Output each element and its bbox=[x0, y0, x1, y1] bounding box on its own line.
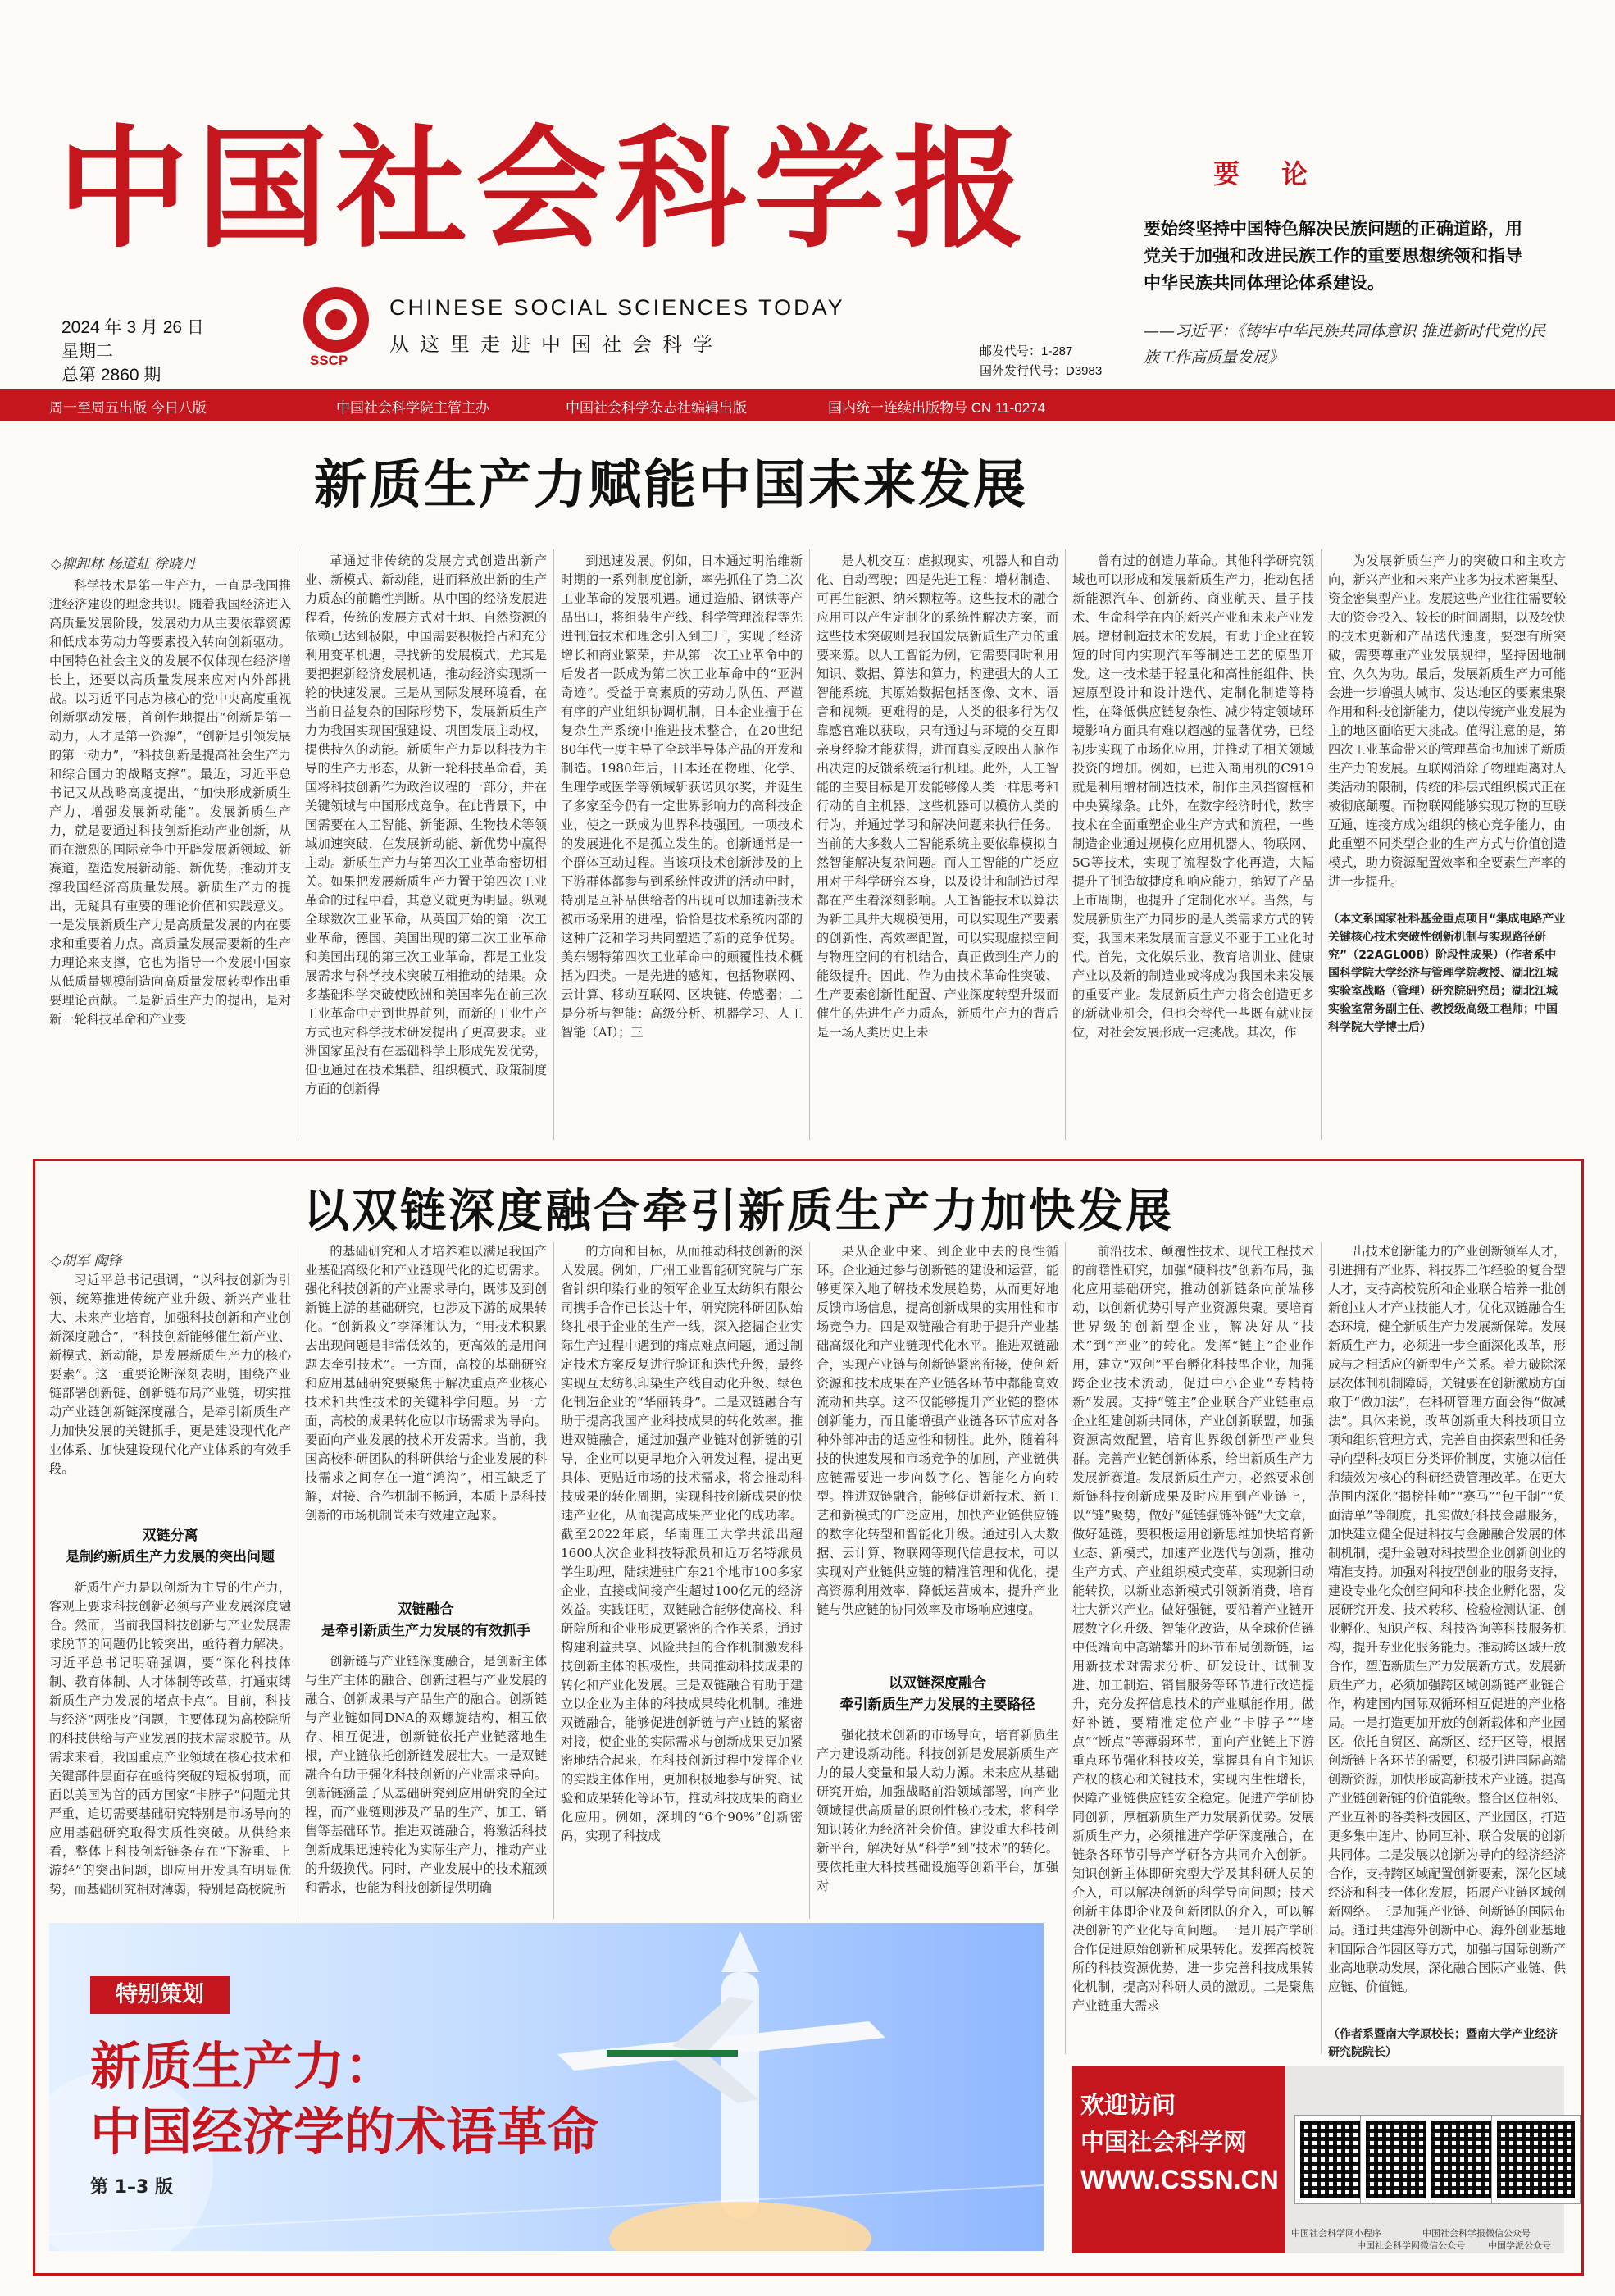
article1-col2: 革通过非传统的发展方式创造出新产业、新模式、新动能，进而释放出新的生产力质态的前瞻性判断。从中国的经济发展进程看，传统的发展方式对土地、自然资源的依赖已达到极限，中国需要积极拾占和充分利用变革机遇，寻找新的发展模式，尤其是要把握新经济发展机遇，推动经济实现新一轮的快速发展。三是从国际发展环境看，在当前日益复杂的国际形势下，发展新质生产力为我国实现国强建设、巩固发展主动权，提供持久的动能。新质生产力是以科技为主导的生产力形态，从新一轮科技革命看，美国将科技创新作为政治议程的一部分，并在关键领域与中国形成竞争。在此背景下，中国需要在人工智能、新能源、生物技术等领域加速突破，在发展新动能、新优势中赢得主动。新质生产力与第四次工业革命密切相关。如果把发展新质生产力置于第四次工业革命的过程中看，其意义就更为明显。纵观全球数次工业革命，从英国开始的第一次工业革命，德国、美国出现的第二次工业革命和美国出现的第三次工业革命，都是工业发展需求与科学技术突破互相推动的结果。众多基础科学突破使欧洲和美国率先在前三次工业革命中走到世界前列，而新的工业生产方式也对科学技术研发提出了更高要求。亚洲国家虽没有在基础科学上形成先发优势，但也通过在技术集群、组织模式、政策制度方面的创新得 bbox=[305, 554, 547, 1096]
frequency: 周一至周五出版 今日八版 bbox=[49, 400, 207, 416]
article2-headline: 以双链深度融合牵引新质生产力加快发展 bbox=[303, 1185, 1174, 1238]
issue-weekday: 星期二 bbox=[61, 342, 113, 361]
banner-title-line1: 新质生产力： bbox=[90, 2036, 396, 2096]
logo-text: SSCP bbox=[310, 353, 348, 368]
article2-col4-body: 强化技术创新的市场导向，培育新质生产力建设新动能。科技创新是发展新质生产力的最大变量和最大动力源。未来应从基础研究开始，加强战略前沿领域部署，向产业领域提供高质量的原创性核心技术，将科学知识转化为经济社会价值。建设重大科技创新平台，解决好从“科学”到“技术”的转化。要依托重大科技基础设施等创新平台，加强对 bbox=[817, 1728, 1058, 1893]
article2-byline: ◇胡军 陶锋 bbox=[51, 1253, 122, 1269]
article2-col3: 的方向和目标，从而推动科技创新的深入发展。例如，广州工业智能研究院与广东省针织印染行业的领军企业互太纺织有限公司携手合作已长达十年，研究院科研团队始终扎根于企业的生产一线，深入挖掘企业实际生产过程中遇到的痛点难点问题，通过制定技术方案反复进行验证和迭代升级，最终实现互太纺织印染生产线自动化升级、绿色化制造企业的“华丽转身”。二是双链融合有助于提高我国产业科技成果的转化效率。推进双链融合，通过加强产业链对创新链的引导，企业可以更早地介入研发过程，提出更具体、更贴近市场的技术需求，将会推动科技成果的转化周期，实现科技创新成果的快速产业化，从而提高成果产业化的成功率。截至2022年底，华南理工大学共派出超1600人次企业科技特派员和近万名特派员学生助理，陆续进驻广东21个地市100多家企业，直接或间接产生超过100亿元的经济效益。实践证明，双链融合能够使高校、科研院所和企业形成更紧密的合作关系，通过构建利益共享、风险共担的合作机制激发科技创新主体的积极性，共同推动科技成果的转化和产业化发展。三是双链融合有助于建立以企业为主体的科技成果转化机制。推进双链融合，能够促进创新链与产业链的紧密对接，使企业的实际需求与创新成果更加紧密地结合起来，在科技创新过程中发挥企业的实践主体作用，更加积极地参与研究、试验和成果转化等环节，推动科技成果的商业化应用。例如，深圳的“6个90%”创新密码，实现了科技成 bbox=[561, 1244, 803, 1843]
article2-col6: 出技术创新能力的产业创新领军人才，引进拥有产业界、科技界工作经验的复合型人才，支持高校院所和企业联合培养一批创新创业人才产业技能人才。优化双链融合生态环境，健全新质生产力发展新保障。发展新质生产力，必须进一步全面深化改革，形成与之相适应的新型生产关系。着力破除深层次体制机制障碍，关键要在创新激励方面敢于“做加法”，在科研管理方面会得“做减法”。具体来说，改革创新重大科技项目立项和组织管理方式，完善自由探索型和任务导向型科技项目分类评价制度，实施以信任和绩效为核心的科研经费管理改革。在更大范围内深化“揭榜挂帅”“赛马”“包干制”“负面清单”等制度，扎实做好科技金融服务，加快建立健全促进科技与金融融合发展的体制机制，提升金融对科技型企业创新创业的精准支持。加强对科技型创业的服务支持，建设专业化众创空间和科技企业孵化器，发展研究开发、技术转移、检验检测认证、创业孵化、知识产权、科技咨询等科技服务机构，提升专业化服务能力。推动跨区域开放合作，塑造新质生产力发展新方式。发展新质生产力，必须加强跨区域创新链产业链合作，构建国内国际双循环相互促进的产业格局。一是打造更加开放的创新载体和产业园区。依托自贸区、高新区、经开区等，根据创新链上各环节的需要，积极引进国际高端创新资源，加快形成高新技术产业链。提高产业链创新链的价值能级。整合区位相邻、产业互补的各类科技园区、产业园区，打造更多集中连片、协同互补、联合发展的创新共同体。二是发展以创新为导向的经济经济合作，支持跨区域配置创新要素，深化区域经济和科技一体化发展，拓展产业链区域创新网络。三是加强产业链、创新链的国际布局。通过共建海外创新中心、海外创业基地和国际合作园区等方式，加强与国际创新产业高地联动发展，深化融合国际产业链、供应链、价值链。 bbox=[1328, 1244, 1566, 1994]
masthead-title: 中国社会科学报 bbox=[57, 112, 1034, 266]
qr-caption: 中国学派公众号 bbox=[1488, 2240, 1551, 2251]
yaolun-quote: 要始终坚持中国特色解决民族问题的正确道路，用党关于加强和改进民族工作的重要思想统领和指导中华民族共同体理论体系建设。 bbox=[1144, 218, 1522, 293]
article2-col2-top: 的基础研究和人才培养难以满足我国产业基础高级化和产业链现代化的迫切需求。强化科技创新的产业需求导向，既涉及到创新链上游的基础研究，也涉及下游的成果转化。“创新救文”李泽湘认为，“用技术积累去出现问题是非常低效的，更高效的是用问题去牵引技术”。一方面，高校的基础研究和应用基础研究要聚焦于解决重点产业核心技术和共性技术的关键科学问题。另一方面，高校的成果转化应以市场需求为导向。要面向产业发展的技术开发需求。当前，我国高校科研团队的科研供给与企业发展的科技需求之间存在一道“鸿沟”，相互缺乏了解，对接、合作机制不畅通，本质上是科技创新的市场机制尚未有效建立起来。 bbox=[305, 1244, 547, 1523]
article2-subhead-2: 双链融合 是牵引新质生产力发展的有效抓手 bbox=[321, 1601, 530, 1639]
ad-line1: 欢迎访问 bbox=[1080, 2091, 1176, 2119]
cn-number: 国内统一连续出版物号 CN 11-0274 bbox=[828, 400, 1046, 416]
english-title: CHINESE SOCIAL SCIENCES TODAY bbox=[389, 295, 845, 320]
qr-caption: 中国社会科学网微信公众号 bbox=[1357, 2240, 1465, 2251]
slogan: 从这里走进中国社会科学 bbox=[389, 333, 723, 356]
article2-col2-body: 创新链与产业链深度融合，是创新主体与生产主体的融合、创新过程与产业发展的融合、创新成果与产品生产的融合。创新链与产业链如同DNA的双螺旋结构，相互依存、相互促进，创新链依托产业链落地生根，产业链依托创新链发展壮大。一是双链融合有助于强化科技创新的产业需求导向。创新链涵盖了从基础研究到应用研究的全过程，而产业链则涉及产品的生产、加工、销售等基础环节。推进双链融合，将激活科技创新成果迅速转化为实际生产力，推动产业的升级换代。同时，产业发展中的技术瓶颈和需求，也能为科技创新提供明确 bbox=[305, 1654, 547, 1895]
article2-subhead-1: 双链分离 是制约新质生产力发展的突出问题 bbox=[66, 1528, 275, 1565]
article2-col4-top: 果从企业中来、到企业中去的良性循环。企业通过参与创新链的建设和运营，能够更深入地了解技术发展趋势，从而更好地反馈市场信息，提高创新成果的实用性和市场竞争力。四是双链融合有助于提升产业基础高级化和产业链现代化水平。推进双链融合，实现产业链与创新链紧密衔接，使创新资源和技术成果在产业链各环节中都能高效流动和共享。这不仅能够提升产业链的整体创新能力，而且能增强产业链各环节应对各种外部冲击的适应性和韧性。此外，随着科技的快速发展和市场竞争的加剧，产业链供应链需要进一步向数字化、智能化方向转型。推进双链融合，能够促进新技术、新工艺和新模式的广泛应用，加快产业链供应链的数字化转型和智能化升级。通过引入大数据、云计算、物联网等现代信息技术，可以实现对产业链供应链的精准管理和优化，提高资源利用效率，降低运营成本，提升产业链与供应链的协同效率及市场响应速度。 bbox=[817, 1244, 1058, 1617]
special-feature-tag: 特别策划 bbox=[90, 1976, 230, 2014]
date-block bbox=[61, 316, 204, 387]
article1-col3: 到迅速发展。例如，日本通过明治维新时期的一系列制度创新，率先抓住了第二次工业革命的发展机遇。通过造船、钢铁等产品出口，将组装生产线、科学管理流程等先进制造技术和理念引入到工厂，实现了经济增长和商业繁荣，并从第一次工业革命中的后发者一跃成为第二次工业革命中的“亚洲奇迹”。受益于高素质的劳动力队伍、严谨有序的产业组织协调机制，日本企业擅于在复杂生产系统中推进技术整合，在20世纪80年代一度主导了全球半导体产品的开发和制造。1980年后，日本还在物理、化学、生理学或医学等领域斩获诺贝尔奖，并诞生了多家至今仍有一定世界影响力的高科技企业，使之一跃成为世界科技强国。一项技术的发展进化不是孤立发生的。创新通常是一个群体互动过程。当该项技术创新涉及的上下游群体都参与到系统性改进的活动中时，特别是互补品供给者的出现可以加速新技术被市场采用的进程，恰恰是技术系统内部的这种广泛和学习共同塑造了新的竞争优势。美东锡特第四次工业革命中的颠覆性技术概括为四类。一是先进的感知，包括物联网、云计算、移动互联网、区块链、传感器；二是分析与智能：高级分析、机器学习、人工智能（AI）；三 bbox=[561, 554, 803, 1040]
publisher: 中国社会科学杂志社编辑出版 bbox=[566, 400, 747, 416]
ad-url[interactable]: WWW.CSSN.CN bbox=[1080, 2165, 1279, 2194]
qr-caption: 中国社会科学报微信公众号 bbox=[1422, 2228, 1531, 2239]
yaolun-source: ——习近平：《铸牢中华民族共同体意识 推进新时代党的民族工作高质量发展》 bbox=[1144, 322, 1546, 367]
banner-pages: 第 1–3 版 bbox=[90, 2177, 173, 2198]
article2-col5: 前沿技术、颠覆性技术、现代工程技术的前瞻性研究，加强“硬科技”创新布局，强化应用基础研究，推动创新链条向前端移动，以创新优势引导产业资源集聚。要培育世界级的创新型企业，解决好从“技术”到“产业”的转化。发挥“链主”企业作用，建立“双创”平台孵化科技型企业，加强跨企业技术流动，促进中小企业“专精特新”发展。支持“链主”企业联合产业链重点企业组建创新共同体，产业创新联盟，加强资源高效配置，培育世界级创新型产业集群。完善产业链创新体系，给出新质生产力发展新赛道。发展新质生产力，必然要求创新链科技创新成果及时应用到产业链上，以“链”聚势，做好“延链强链补链”大文章，做好延链，要积极运用创新思维加快培育新业态、新模式，加速产业迭代与创新，推动生产方式、产业组织模式变革，实现新旧动能转换，以新业态新模式引领新消费，培育壮大新兴产业。做好强链，要沿着产业链开展数字化升级、智能化改造，从全球价值链中低端向中高端攀升的环节布局创新链，运用新技术对需求分析、研发设计、试制改进、加工制造、销售服务等环节进行改造提升，充分发挥信息技术的产业赋能作用。做好补链，要精准定位产业“卡脖子”“堵点”“断点”等薄弱环节，面向产业链上下游重点环节强化科技攻关，掌握具有自主知识产权的核心和关键技术，实现内生性增长，保障产业链供应链安全稳定。促进产学研协同创新，厚植新质生产力发展新优势。发展新质生产力，必须推进产学研深度融合，在链条各环节引导产学研各方共同介入创新。知识创新主体即研究型大学及其科研人员的介入，可以解决创新的科学导向问题；技术创新主体即企业及创新团队的介入，可以解决创新的产业化导向问题。一是开展产学研合作促进原始创新和成果转化。发挥高校院所的科技资源优势，进一步完善科技成果转化机制，提高对科研人员的激励。二是聚焦产业链重大需求 bbox=[1072, 1244, 1314, 2013]
article1-col6: 为发展新质生产力的突破口和主攻方向，新兴产业和未来产业多为技术密集型、资金密集型产业。发展这些产业往往需要较大的资金投入、较长的时间周期，以及较快的技术更新和产品迭代速度，要想有所突破，需要尊重产业发展规律，坚持因地制宜、久久为功。最后，发展新质生产力可能会进一步增强大城市、发达地区的要素集聚作用和科技创新能力，使以传统产业发展为主的地区面临更大挑战。值得注意的是，第四次工业革命带来的管理革命也加速了新质生产力的发展。互联网消除了物理距离对人类活动的限制，传统的科层式组织模式正在被彻底颠覆。而物联网能够实现万物的互联互通，连接方成为组织的核心竞争能力，由此重塑不同类型企业的生产方式与价值创造模式，助力资源配置效率和全要素生产率的进一步提升。 bbox=[1328, 554, 1566, 889]
article2-subhead-3: 以双链深度融合 牵引新质生产力发展的主要路径 bbox=[839, 1675, 1035, 1713]
article1-headline: 新质生产力赋能中国未来发展 bbox=[314, 455, 1028, 516]
article2-col1-intro: 习近平总书记强调，“以科技创新为引领，统筹推进传统产业升级、新兴产业壮大、未来产业培育，加强科技创新和产业创新深度融合”，“科技创新能够催生新产业、新模式、新动能，是发展新质生产力的核心要素”。这一重要论断深刻表明，围绕产业链部署创新链、创新链布局产业链，切实推动产业链创新链深度融合，是牵引新质生产力加快发展的关键抓手，更是建设现代化产业体系、加快建设现代化产业体系的有效手段。 bbox=[49, 1273, 291, 1476]
info-bar bbox=[0, 390, 1615, 421]
postal-codes: 邮发代号：1-287 国外发行代号：D3983 bbox=[980, 344, 1103, 378]
issue-number: 总第 2860 期 bbox=[61, 366, 162, 385]
article2-col1-body: 新质生产力是以创新为主导的生产力，客观上要求科技创新必须与产业发展深度融合。然而，当前我国科技创新与产业发展需求脱节的问题仍比较突出，亟待着力解决。习近平总书记明确强调，要“深化科技体制、教育体制、人才体制等改革，打通束缚新质生产力发展的堵点卡点”。目前，科技与经济“两张皮”问题，主要体现为高校院所的科技供给与产业发展的技术需求脱节。从需求来看，我国重点产业领域在核心技术和关键部件层面存在亟待突破的短板弱项，而面以美国为首的西方国家“卡脖子”问题尤其严重，迫切需要基础研究特别是市场导向的应用基础研究取得实质性突破。从供给来看，整体上科技创新链条存在“下游重、上游轻”的突出问题，即应用开发具有明显优势，而基础研究相对薄弱，特别是高校院所 bbox=[49, 1580, 291, 1897]
yaolun-label: 要 论 bbox=[1213, 158, 1325, 189]
article1-col1: 科学技术是第一生产力，一直是我国推进经济建设的理念共识。随着我国经济进入高质量发展阶段，发展动力从主要依靠资源和低成本劳动力等要素投入转向创新驱动。中国特色社会主义的发展不仅体现在经济增长上，还要以高质量发展来应对内外部挑战。以习近平同志为核心的党中央高度重视创新驱动发展，首创性地提出“创新是第一动力，人才是第一资源”，“创新是引领发展的第一动力”，“科技创新是提高社会生产力和综合国力的战略支撑”。最近，习近平总书记又从战略高度提出，“加快形成新质生产力，增强发展新动能”。发展新质生产力，就是要通过科技创新推动产业创新，从而在激烈的国际竞争中开辟发展新领域、新赛道，塑造发展新动能、新优势，推动并支撑我国经济高质量发展。新质生产力的提出，无疑具有重要的理论价值和实践意义。一是发展新质生产力是高质量发展的内在要求和重要着力点。高质量发展需要新的生产力理论来支撑，它也为指导一个发展中国家从低质量规模制造向高质量发展转型作出重要理论贡献。二是新质生产力的提出，是对新一轮科技革命和产业变 bbox=[49, 578, 291, 1027]
article1-note: （本文系国家社科基金重点项目“集成电路产业关键核心技术突破性创新机制与实现路径研究”（22AGL008）阶段性成果）（作者系中国科学院大学经济与管理学院教授、湖北江城实验室战略（管理）研究院研究员；湖北江城实验室常务副主任、教授级高级工程师；中国科学院大学博士后） bbox=[1328, 913, 1566, 1034]
article2-note: （作者系暨南大学原校长；暨南大学产业经济研究院院长） bbox=[1328, 2028, 1558, 2059]
issue-date: 2024 年 3 月 26 日 bbox=[61, 318, 204, 337]
article1-col4: 是人机交互：虚拟现实、机器人和自动化、自动驾驶；四是先进工程：增材制造、可再生能源、纳米颗粒等。这些技术的融合应用可以产生定制化的系统性解决方案，而这些技术突破则是我国发展新质生产力的重要来源。以人工智能为例，它需要同时利用知识、数据、算法和算力，构建强大的人工智能系统。其原始数据包括图像、文本、语音和视频。更难得的是，人类的很多行为仅靠感官难以获取，只有通过与环境的交互即亲身经验才能获得，进而真实反映出人脑作出决定的反馈系统运行机理。此外，人工智能的主要目标是开发能够像人类一样思考和行动的自主机器，这些机器可以模仿人类的行为，并通过学习和解决问题来执行任务。当前的大多数人工智能系统主要依靠模拟自然智能解决复杂问题。而人工智能的广泛应用对于科学研究本身，以及设计和制造过程都在产生着深刻影响。人工智能技术以算法为新工具并大规模使用，可以实现生产要素的创新性、高效率配置，可以实现虚拟空间与物理空间的有机结合，真正做到生产力的能级提升。因此，作为由技术革命性突破、生产要素创新性配置、产业深度转型升级而催生的先进生产力质态，新质生产力的背后是一场人类历史上未 bbox=[817, 554, 1058, 1040]
qr-code-icon[interactable] bbox=[1492, 2116, 1580, 2203]
banner-title-line2: 中国经济学的术语革命 bbox=[90, 2102, 599, 2162]
qr-caption: 中国社会科学网小程序 bbox=[1291, 2228, 1381, 2239]
article1-col5: 曾有过的创造力革命。其他科学研究领域也可以形成和发展新质生产力，推动包括新能源汽车、创新药、商业航天、量子技术、生命科学在内的新兴产业和未来产业发展。增材制造技术的发展，有助于企业在较短的时间内实现汽车等制造工艺的原型开发。这一技术基于轻量化和高性能组件、快速原型设计和设计迭代、定制化制造等特性，在降低供应链复杂性、减少特定领域环境影响方面具有难以超越的显著优势，已经初步实现了市场化应用，并推动了相关领域投资的增加。例如，已进入商用机的C919就是利用增材制造技术，制作主风挡窗框和中央翼缘条。此外，在数字经济时代，数字技术在全面重塑企业生产方式和流程，一些制造企业通过规模化应用机器人、物联网、5G等技术，实现了流程数字化再造，大幅提升了制造敏捷度和响应能力，缩短了产品上市周期，也提升了定制化水平。当然，与发展新质生产力同步的是人类需求方式的转变，我国未来发展而言意义不亚于工业化时代。首先，文化娱乐业、教育培训业、健康产业以及新的制造业或将成为我国未来发展的重要产业。发展新质生产力将会创造更多的新就业机会，但也会替代一些既有就业岗位，对社会发展形成一定挑战。其次，作 bbox=[1072, 554, 1314, 1040]
ad-line2: 中国社会科学网 bbox=[1080, 2128, 1248, 2156]
article1-byline: ◇柳卸林 杨道虹 徐晓丹 bbox=[51, 556, 196, 572]
sponsor: 中国社会科学院主管主办 bbox=[336, 400, 489, 416]
